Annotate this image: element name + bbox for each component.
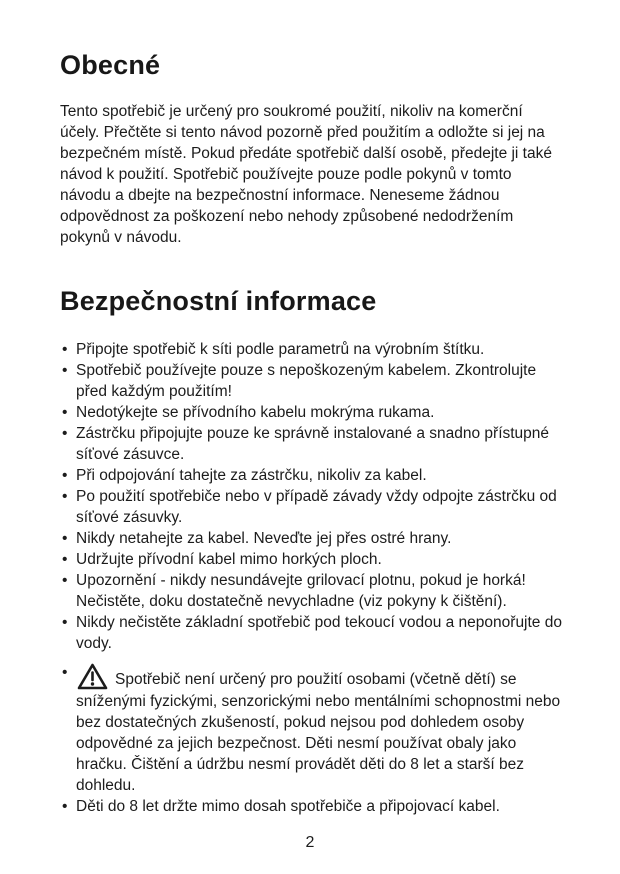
list-item-text: Nikdy netahejte za kabel. Neveďte jej přes ostré hrany. [76, 530, 452, 547]
list-item [60, 549, 562, 570]
section-title-general: Obecné [60, 50, 161, 80]
safety-list [60, 339, 562, 817]
list-item-text: Při odpojování tahejte za zástrčku, nikoliv za kabel. [76, 467, 427, 484]
list-item-text: Děti do 8 let držte mimo dosah spotřebiče a připojovací kabel. [76, 798, 500, 815]
list-item-text: Nikdy nečistěte základní spotřebič pod tekoucí vodou a neponořujte do vody. [76, 614, 562, 652]
list-item [60, 402, 562, 423]
list-item-text: Zástrčku připojujte pouze ke správně instalované a snadno přístupné síťové zásuvce. [76, 425, 550, 463]
list-item-text: Nedotýkejte se přívodního kabelu mokrýma rukama. [76, 404, 435, 421]
list-item-text: Připojte spotřebič k síti podle parametrů na výrobním štítku. [76, 341, 485, 358]
list-item-text: Udržujte přívodní kabel mimo horkých ploch. [76, 551, 382, 568]
list-item [60, 528, 562, 549]
list-item [60, 360, 562, 402]
list-item [60, 570, 562, 612]
list-item [60, 796, 562, 817]
list-item-text: Po použití spotřebiče nebo v případě závady vždy odpojte zástrčku od síťové zásuvky. [76, 488, 557, 526]
list-item [60, 465, 562, 486]
list-item-text: Spotřebič není určený pro použití osobami (včetně dětí) se sníženými fyzickými, senzorickými nebo mentálními schopnostmi nebo bez dostatečných zkušeností, pokud nejsou pod dohledem osoby odpovědné za jejich bezpečnost. Děti nesmí používat obaly jako hračku. Čištění a údržbu nesmí provádět děti do 8 let a starší bez dohledu. [76, 671, 561, 794]
list-item-text: Spotřebič používejte pouze s nepoškozeným kabelem. Zkontrolujte před každým použitím! [76, 362, 537, 400]
page-number: 2 [305, 834, 315, 851]
list-item-text: Upozornění - nikdy nesundávejte grilovací plotnu, pokud je horká! Nečistěte, doku dostatečně nevychladne (viz pokyny k čištění). [76, 572, 526, 610]
section-title-safety: Bezpečnostní informace [60, 286, 377, 316]
warning-triangle-icon [76, 662, 109, 691]
list-item [60, 486, 562, 528]
list-item [60, 423, 562, 465]
general-paragraph: Tento spotřebič je určený pro soukromé použití, nikoliv na komerční účely. Přečtěte si tento návod pozorně před použitím a odložte si jej na bezpečném místě. Pokud předáte spotřebič další osobě, předejte ji také návod k použití. Spotřebič používejte pouze podle pokynů v tomto návodu a dbejte na bezpečnostní informace. Neneseme žádnou odpovědnost za poškození nebo nehody způsobené nedodržením pokynů v návodu. [60, 103, 552, 246]
list-item [60, 339, 562, 360]
list-item-warning [60, 662, 562, 796]
list-item [60, 612, 562, 654]
